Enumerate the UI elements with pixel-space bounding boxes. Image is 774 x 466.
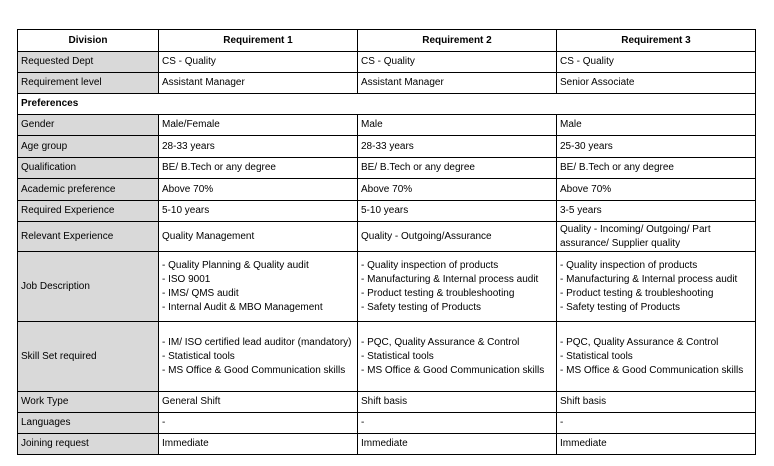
table-cell: CS - Quality bbox=[557, 52, 756, 73]
table-cell: Immediate bbox=[358, 434, 557, 455]
table-cell: Assistant Manager bbox=[358, 73, 557, 94]
row-label: Joining request bbox=[18, 434, 159, 455]
cell-line: - PQC, Quality Assurance & Control bbox=[560, 336, 719, 348]
table-cell: Assistant Manager bbox=[159, 73, 358, 94]
table-cell: General Shift bbox=[159, 392, 358, 413]
cell-line: - Manufacturing & Internal process audit bbox=[560, 273, 738, 285]
row-label: Qualification bbox=[18, 158, 159, 179]
table-cell: Shift basis bbox=[358, 392, 557, 413]
table-cell: CS - Quality bbox=[159, 52, 358, 73]
cell-line: assurance/ Supplier quality bbox=[560, 237, 681, 249]
row-label: Relevant Experience bbox=[18, 222, 159, 252]
table-cell: Male/Female bbox=[159, 115, 358, 136]
cell-line: - Statistical tools bbox=[361, 350, 434, 362]
cell-line: Quality - Outgoing/Assurance bbox=[361, 230, 492, 242]
table-row bbox=[18, 413, 756, 434]
cell-line: - Product testing & troubleshooting bbox=[361, 287, 515, 299]
table-row bbox=[18, 115, 756, 136]
row-label: Requested Dept bbox=[18, 52, 159, 73]
table-cell bbox=[159, 322, 358, 392]
row-label: Gender bbox=[18, 115, 159, 136]
cell-line: - Internal Audit & MBO Management bbox=[162, 301, 323, 313]
cell-line: - Statistical tools bbox=[162, 350, 235, 362]
table-cell bbox=[358, 222, 557, 252]
cell-line: - Product testing & troubleshooting bbox=[560, 287, 714, 299]
table-cell: BE/ B.Tech or any degree bbox=[159, 158, 358, 179]
cell-line: Quality - Incoming/ Outgoing/ Part bbox=[560, 223, 711, 235]
cell-line: - Manufacturing & Internal process audit bbox=[361, 273, 539, 285]
table-row bbox=[18, 222, 756, 252]
cell-line: - Statistical tools bbox=[560, 350, 633, 362]
section-heading: Preferences bbox=[18, 94, 756, 115]
table-cell: Above 70% bbox=[358, 179, 557, 201]
cell-line: - IM/ ISO certified lead auditor (mandatory) bbox=[162, 336, 352, 348]
row-label: Languages bbox=[18, 413, 159, 434]
header-division: Division bbox=[18, 30, 159, 52]
header-requirement-2: Requirement 2 bbox=[358, 30, 557, 52]
table-cell: BE/ B.Tech or any degree bbox=[358, 158, 557, 179]
table-row bbox=[18, 392, 756, 413]
table-row bbox=[18, 201, 756, 222]
cell-line: - PQC, Quality Assurance & Control bbox=[361, 336, 520, 348]
table-cell: 25-30 years bbox=[557, 136, 756, 158]
table-cell: Male bbox=[358, 115, 557, 136]
table-row bbox=[18, 136, 756, 158]
row-label: Academic preference bbox=[18, 179, 159, 201]
table-row bbox=[18, 158, 756, 179]
row-label: Requirement level bbox=[18, 73, 159, 94]
row-label: Job Description bbox=[18, 252, 159, 322]
cell-line: - Quality Planning & Quality audit bbox=[162, 259, 309, 271]
table-cell: Shift basis bbox=[557, 392, 756, 413]
table-cell bbox=[358, 252, 557, 322]
table-cell bbox=[159, 222, 358, 252]
table-cell bbox=[557, 222, 756, 252]
cell-line: Quality Management bbox=[162, 230, 255, 242]
table-cell: 3-5 years bbox=[557, 201, 756, 222]
row-label: Age group bbox=[18, 136, 159, 158]
cell-line: - MS Office & Good Communication skills bbox=[162, 364, 346, 376]
table-cell: 28-33 years bbox=[159, 136, 358, 158]
table-cell bbox=[557, 252, 756, 322]
table-cell: BE/ B.Tech or any degree bbox=[557, 158, 756, 179]
row-label: Work Type bbox=[18, 392, 159, 413]
table-cell: Male bbox=[557, 115, 756, 136]
table-cell: Immediate bbox=[159, 434, 358, 455]
table-row bbox=[18, 52, 756, 73]
cell-line: - Safety testing of Products bbox=[560, 301, 681, 313]
header-requirement-1: Requirement 1 bbox=[159, 30, 358, 52]
cell-line: - MS Office & Good Communication skills bbox=[560, 364, 744, 376]
table-row bbox=[18, 179, 756, 201]
cell-line: - IMS/ QMS audit bbox=[162, 287, 239, 299]
cell-line: - Quality inspection of products bbox=[560, 259, 698, 271]
header-row bbox=[18, 30, 756, 52]
table-cell bbox=[358, 322, 557, 392]
table-cell: Senior Associate bbox=[557, 73, 756, 94]
header-requirement-3: Requirement 3 bbox=[557, 30, 756, 52]
table-cell: - bbox=[159, 413, 358, 434]
table-row bbox=[18, 252, 756, 322]
table-cell: Immediate bbox=[557, 434, 756, 455]
table-cell bbox=[159, 252, 358, 322]
table-cell bbox=[557, 322, 756, 392]
row-label: Required Experience bbox=[18, 201, 159, 222]
table-row bbox=[18, 94, 756, 115]
requirements-table bbox=[17, 29, 756, 455]
table-cell: 5-10 years bbox=[159, 201, 358, 222]
cell-line: - MS Office & Good Communication skills bbox=[361, 364, 545, 376]
table-body bbox=[18, 52, 756, 455]
table-row bbox=[18, 434, 756, 455]
cell-line: - Quality inspection of products bbox=[361, 259, 499, 271]
cell-line: - ISO 9001 bbox=[162, 273, 211, 285]
table-cell: 5-10 years bbox=[358, 201, 557, 222]
table-cell: Above 70% bbox=[159, 179, 358, 201]
table-cell: - bbox=[358, 413, 557, 434]
table-row bbox=[18, 73, 756, 94]
table-cell: Above 70% bbox=[557, 179, 756, 201]
table-cell: - bbox=[557, 413, 756, 434]
table-cell: 28-33 years bbox=[358, 136, 557, 158]
table-row bbox=[18, 322, 756, 392]
table-cell: CS - Quality bbox=[358, 52, 557, 73]
cell-line: - Safety testing of Products bbox=[361, 301, 482, 313]
row-label: Skill Set required bbox=[18, 322, 159, 392]
